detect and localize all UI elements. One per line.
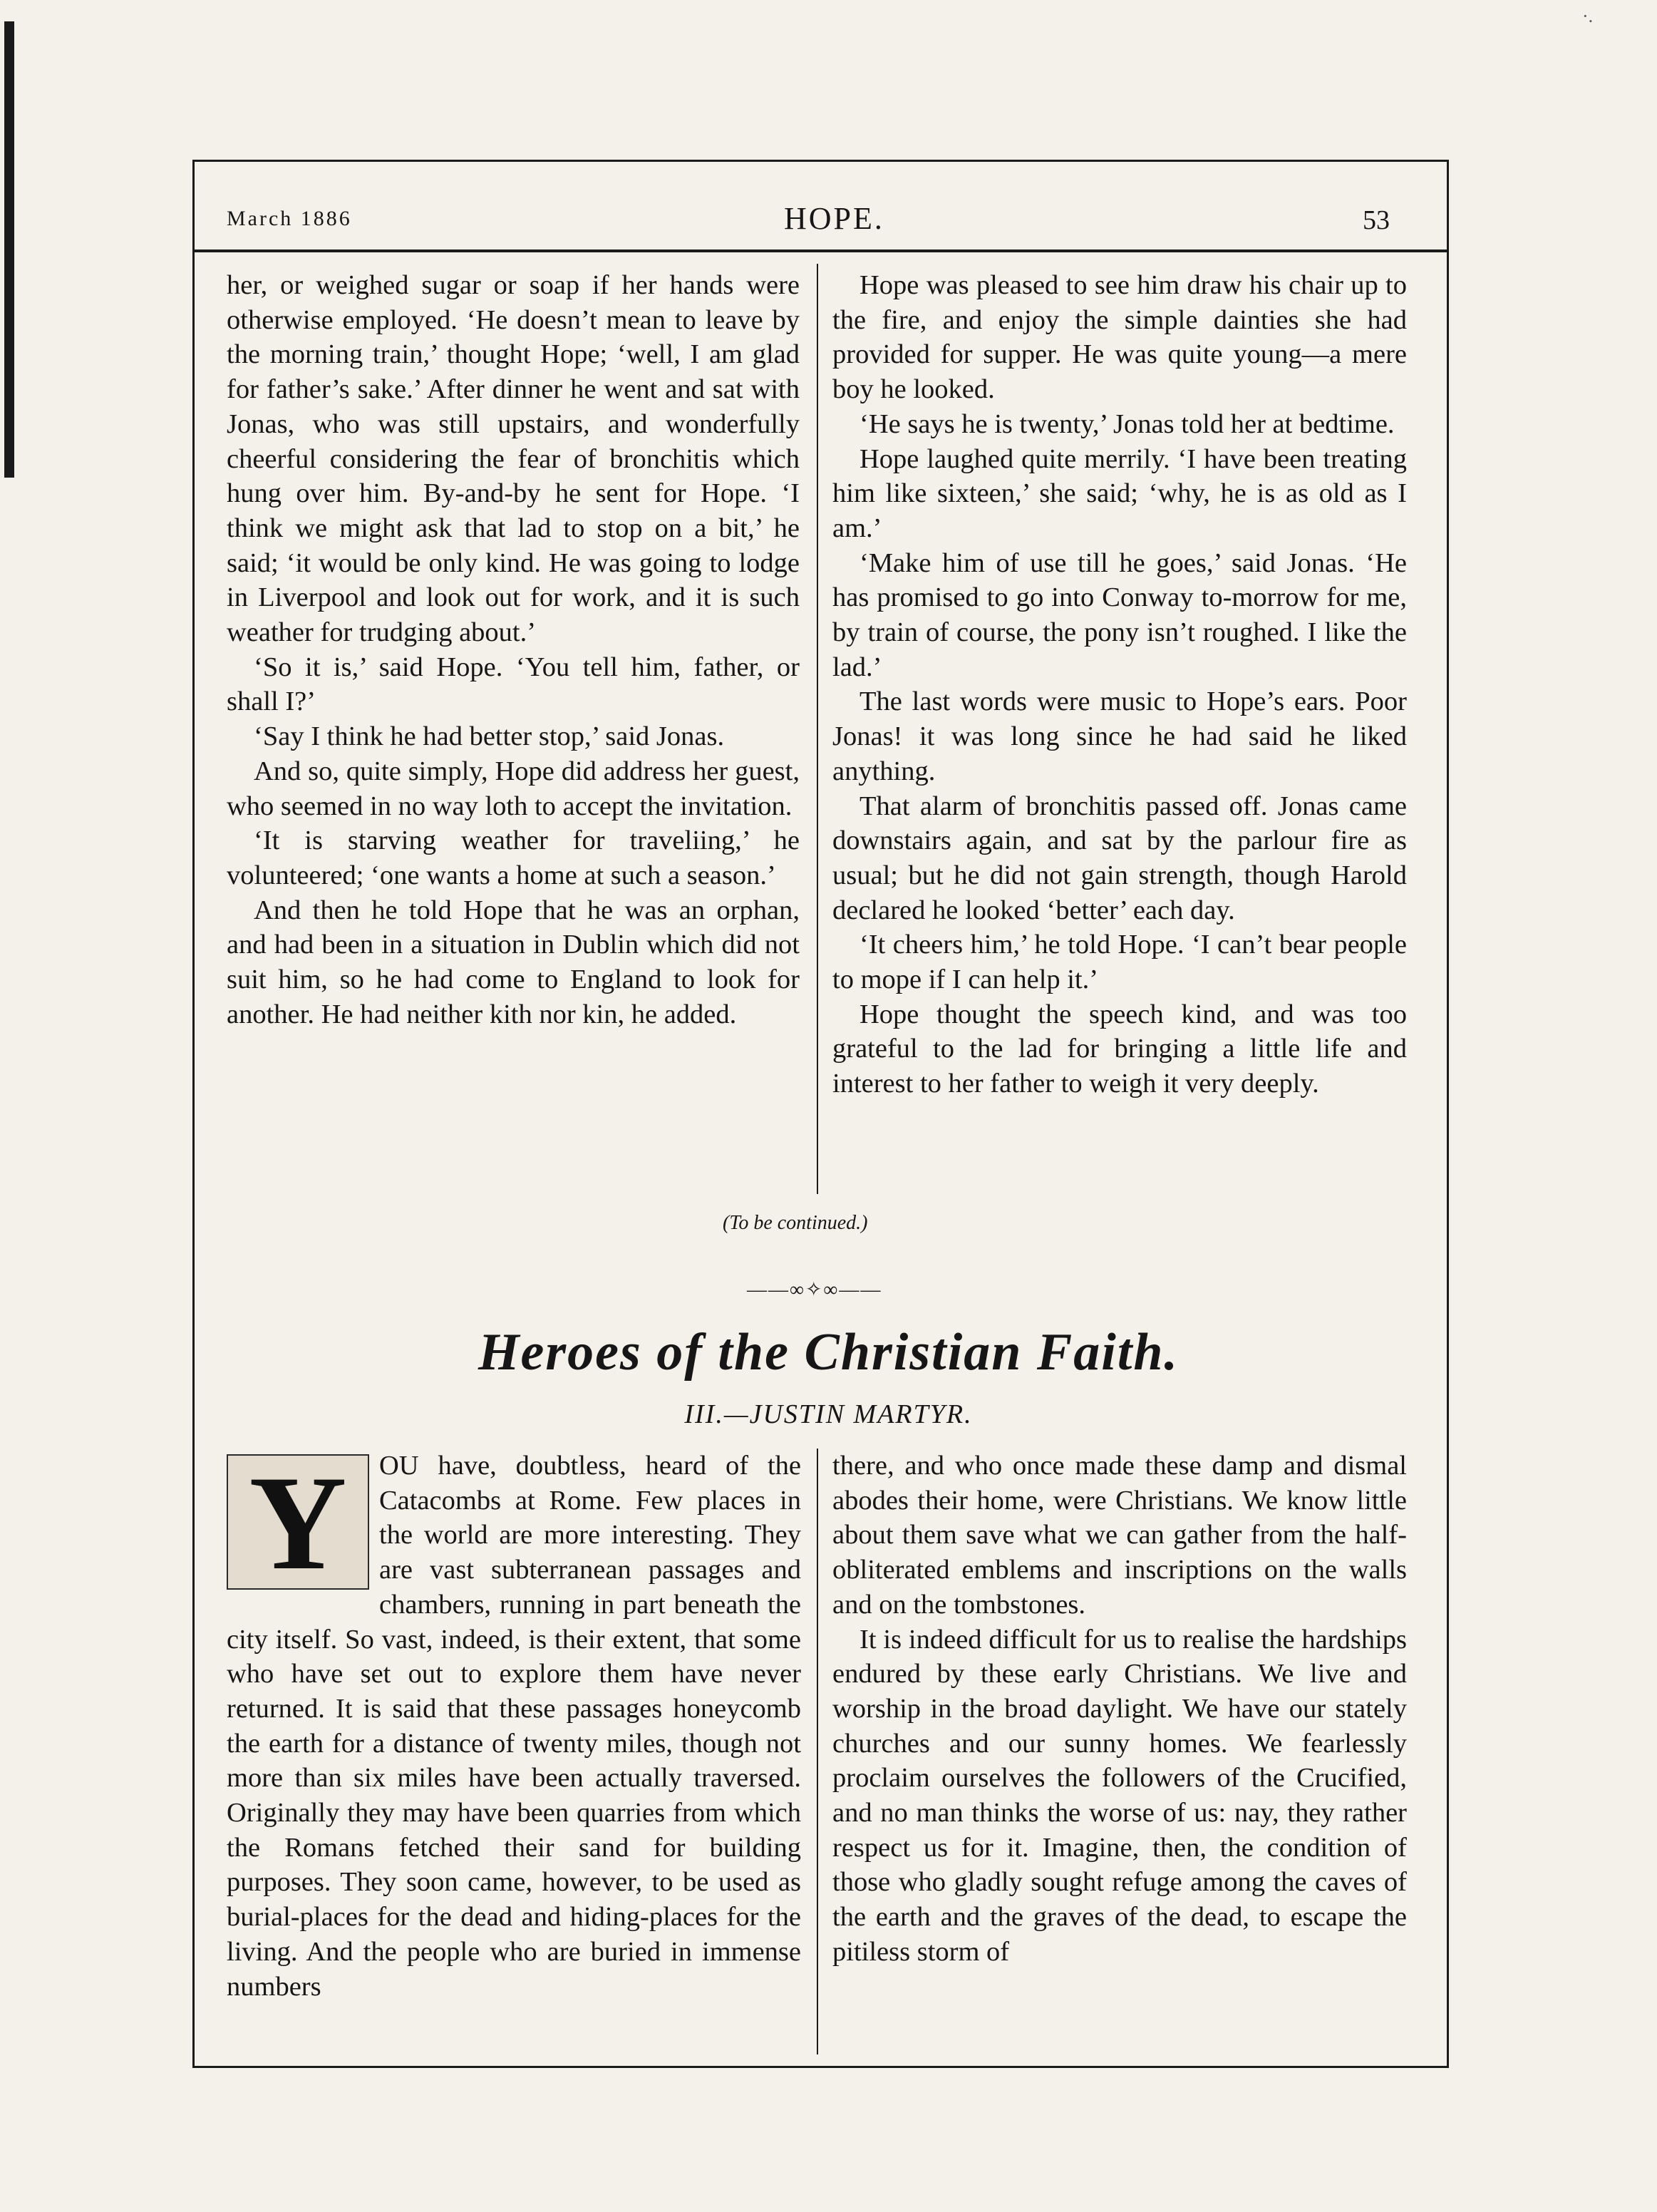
section-ornament: ——∞✧∞—— bbox=[747, 1279, 882, 1301]
article-right-column bbox=[832, 1449, 1407, 1970]
column-divider-top bbox=[817, 264, 818, 1194]
article-title: Heroes of the Christian Faith. bbox=[478, 1323, 1179, 1382]
frame-left bbox=[192, 160, 195, 2068]
paragraph bbox=[227, 1449, 801, 2004]
paragraph: ‘Make him of use till he goes,’ said Jonas. ‘He has promised to go into Conway to-morrow for me, by train of course, the pony isn’t roughed. I like the lad.’ bbox=[832, 547, 1407, 682]
header-rule bbox=[192, 250, 1449, 252]
paragraph: The last words were music to Hope’s ears. Poor Jonas! it was long since he had said he liked anything. bbox=[832, 686, 1407, 786]
article-left-column bbox=[227, 1449, 801, 2004]
paragraph: ‘So it is,’ said Hope. ‘You tell him, father, or shall I?’ bbox=[227, 652, 800, 717]
top-rule bbox=[192, 160, 1449, 162]
paragraph: That alarm of bronchitis passed off. Jonas came downstairs again, and sat by the parlour fire as usual; but he did not gain strength, though Harold declared he looked ‘better’ each day. bbox=[832, 791, 1407, 925]
to-be-continued: (To be continued.) bbox=[723, 1212, 868, 1234]
corner-mark: ·. bbox=[1582, 6, 1594, 26]
paragraph: ‘He says he is twenty,’ Jonas told her at bedtime. bbox=[860, 408, 1395, 439]
story-left-column bbox=[227, 268, 800, 1032]
paragraph: Hope laughed quite merrily. ‘I have been treating him like sixteen,’ she said; ‘why, he is as old as I am.’ bbox=[832, 443, 1407, 543]
paragraph: And so, quite simply, Hope did address her guest, who seemed in no way loth to accept the invitation. bbox=[227, 756, 800, 821]
bottom-rule bbox=[192, 2066, 1449, 2068]
paragraph: And then he told Hope that he was an orphan, and had been in a situation in Dublin which did not suit him, so he had come to England to look for another. He had neither kith nor kin, he added. bbox=[227, 895, 800, 1029]
paragraph: there, and who once made these damp and dismal abodes their home, were Christians. We know little about them save what we can gather from the half-obliterated emblems and inscriptions on the walls and on the tombstones. bbox=[832, 1451, 1407, 1620]
story-right-column bbox=[832, 268, 1407, 1101]
column-divider-bottom bbox=[817, 1449, 818, 2054]
paragraph-text: OU have, doubtless, heard of the Catacombs at Rome. Few places in the world are more interesting. They are vast subterranean passages and chambers, running in part beneath the city itself. So vast, indeed, is their extent, that some who have set out to explore them have never returned. It is said that these passages honeycomb the earth for a distance of twenty miles, though not more than six miles have been actually traversed. Originally they may have been quarries from which the Romans fetched their sand for building purposes. They soon came, however, to be used as burial-places for the dead and hiding-places for the living. And the people who are buried in immense numbers bbox=[227, 1451, 801, 2002]
drop-cap-space bbox=[227, 1449, 379, 1588]
drop-cap: Y bbox=[227, 1454, 369, 1590]
frame-right bbox=[1447, 160, 1449, 2068]
paragraph: ‘It is starving weather for traveliing,’ he volunteered; ‘one wants a home at such a season.’ bbox=[227, 825, 800, 890]
paragraph: ‘Say I think he had better stop,’ said Jonas. bbox=[254, 721, 725, 752]
issue-date: March 1886 bbox=[227, 207, 352, 230]
article-subtitle: III.—JUSTIN MARTYR. bbox=[684, 1399, 973, 1429]
paragraph: ‘It cheers him,’ he told Hope. ‘I can’t bear people to mope if I can help it.’ bbox=[832, 930, 1407, 995]
paragraph: Hope thought the speech kind, and was too grateful to the lad for bringing a little life and interest to her father to weigh it very deeply. bbox=[832, 999, 1407, 1099]
paragraph: Hope was pleased to see him draw his chair up to the fire, and enjoy the simple dainties she had provided for supper. He was quite young—a mere boy he looked. bbox=[832, 270, 1407, 405]
running-title: HOPE. bbox=[784, 201, 884, 236]
left-margin-bar bbox=[4, 21, 14, 478]
paragraph: It is indeed difficult for us to realise the hardships endured by these early Christians. We live and worship in the broad daylight. We have our stately churches and our sunny homes. We fearlessly proclaim ourselves the followers of the Crucified, and no man thinks the worse of us: nay, they rather respect us for it. Imagine, then, the condition of those who gladly sought refuge among the caves of the earth and the graves of the dead, to escape the pitiless storm of bbox=[832, 1624, 1407, 1967]
paragraph: her, or weighed sugar or soap if her hands were otherwise employed. ‘He doesn’t mean to leave by the morning train,’ thought Hope; ‘well, I am glad for father’s sake.’ After dinner he went and sat with Jonas, who was still upstairs, and wonderfully cheerful considering the fear of bronchitis which hung over him. By-and-by he sent for Hope. ‘I think we might ask that lad to stop on a bit,’ he said; ‘it would be only kind. He was going to lodge in Liverpool and look out for work, and it is such weather for trudging about.’ bbox=[227, 270, 800, 648]
page-number: 53 bbox=[1363, 205, 1390, 235]
